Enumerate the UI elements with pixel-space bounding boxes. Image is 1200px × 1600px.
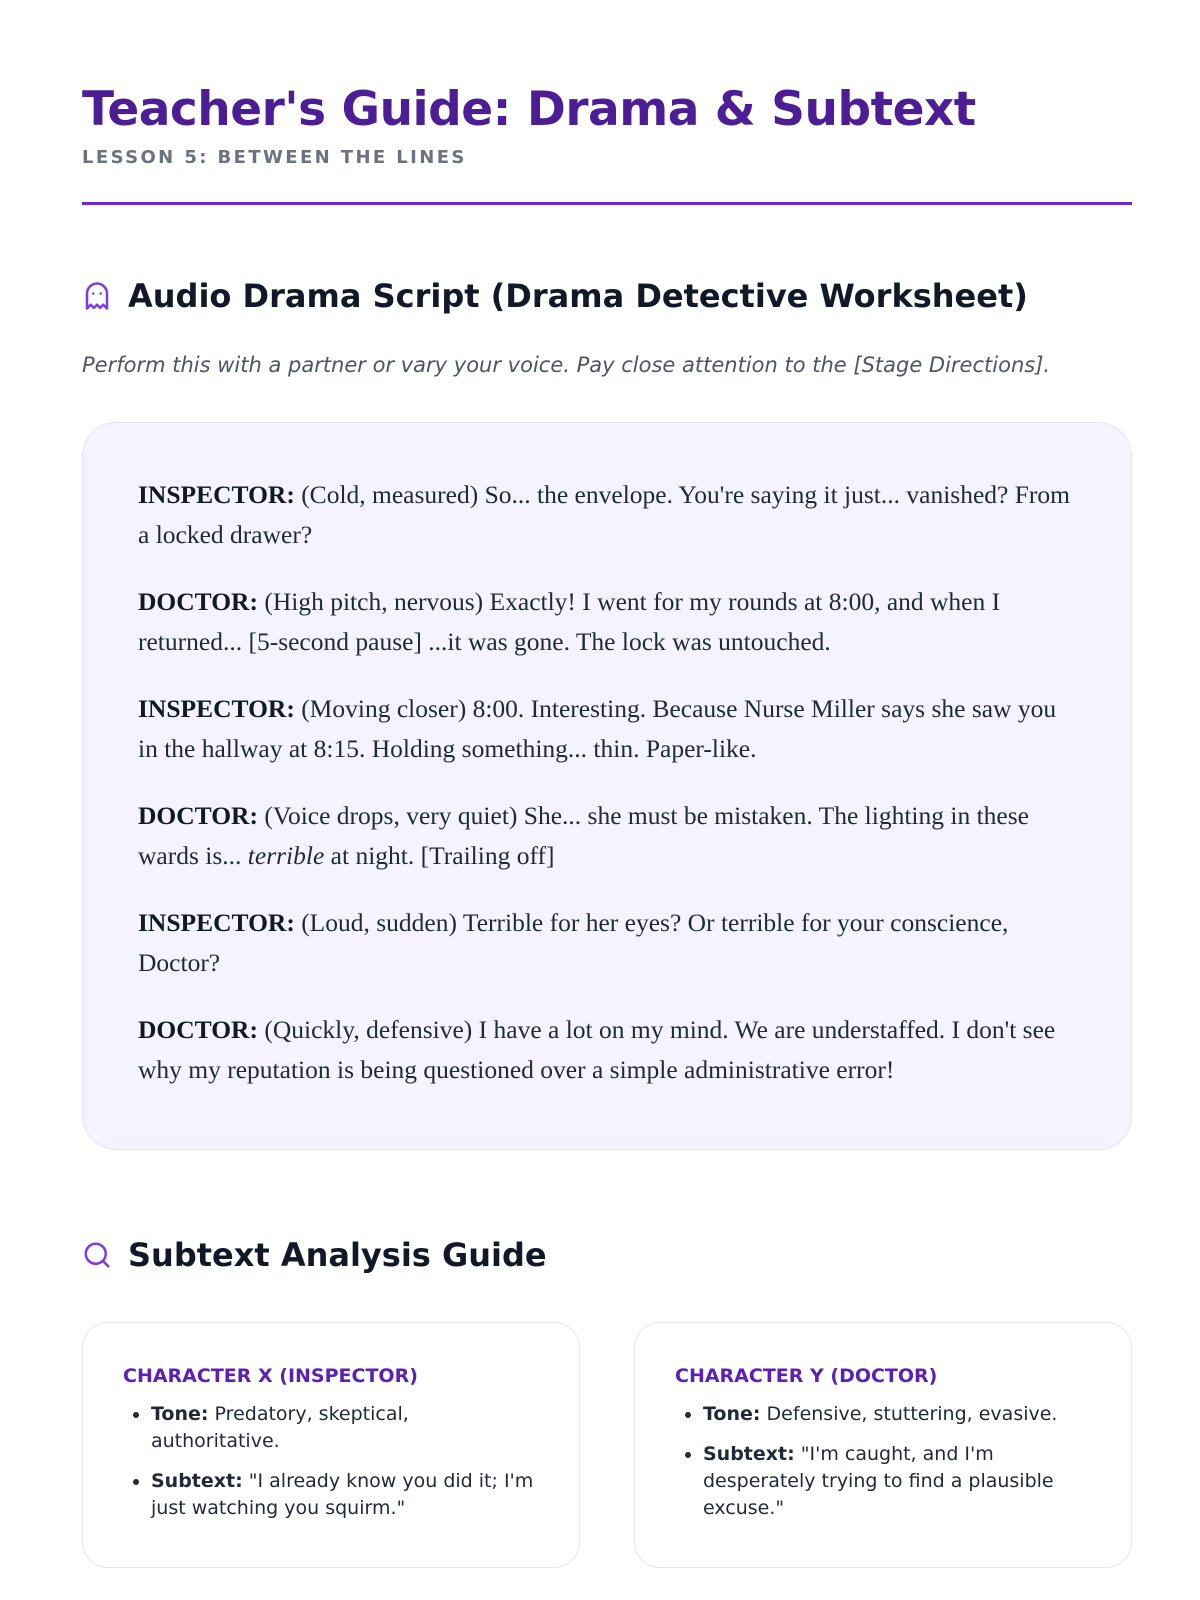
search-icon: [82, 1240, 112, 1270]
script-section-heading: [82, 274, 1028, 318]
subtext-label: Subtext:: [703, 1443, 795, 1465]
script-line: [138, 903, 1077, 983]
list-item: [703, 1401, 1093, 1428]
character-cards: [82, 1322, 1132, 1568]
script-line: [138, 689, 1077, 769]
subtext-label: Subtext:: [151, 1470, 243, 1492]
card-title: CHARACTER X (INSPECTOR): [123, 1365, 418, 1387]
speaker-label: DOCTOR:: [138, 587, 258, 616]
speaker-label: DOCTOR:: [138, 801, 258, 830]
script-line: [138, 1010, 1077, 1090]
subtext-value: "I'm caught, and I'm desperately trying to find a plausible excuse.": [703, 1443, 1054, 1519]
card-list: [123, 1401, 541, 1522]
line-text: (Loud, sudden) Terrible for her eyes? Or terrible for your conscience, Doctor?: [138, 908, 1009, 977]
tone-value: Predatory, skeptical, authoritative.: [151, 1403, 409, 1452]
line-text: (Cold, measured) So... the envelope. You're saying it just... vanished? From a locked drawer?: [138, 480, 1070, 549]
line-emphasis: terrible: [247, 841, 325, 870]
script-line: [138, 796, 1077, 876]
character-card-doctor: [634, 1322, 1132, 1568]
line-text: (Voice drops, very quiet) She... she must be mistaken. The lighting in these wards is...: [138, 801, 1029, 870]
line-text: (Quickly, defensive) I have a lot on my mind. We are understaffed. I don't see why my reputation is being questioned over a simple administrative error!: [138, 1015, 1056, 1084]
page-title: Teacher's Guide: Drama & Subtext: [82, 82, 976, 137]
line-text: (High pitch, nervous) Exactly! I went for my rounds at 8:00, and when I returned... [5-second pause] ...it was gone. The lock was untouched.: [138, 587, 1001, 656]
speaker-label: INSPECTOR:: [138, 480, 295, 509]
script-line: [138, 475, 1077, 555]
card-list: [675, 1401, 1093, 1522]
character-card-inspector: [82, 1322, 580, 1568]
analysis-section-heading: [82, 1233, 547, 1277]
subtext-value: "I already know you did it; I'm just watching you squirm.": [151, 1470, 534, 1519]
tone-label: Tone:: [703, 1403, 761, 1425]
script-instructions: Perform this with a partner or vary your voice. Pay close attention to the [Stage Directions].: [82, 353, 1051, 377]
script-line: [138, 582, 1077, 662]
lesson-subtitle: LESSON 5: BETWEEN THE LINES: [82, 147, 467, 168]
analysis-section-title: Subtext Analysis Guide: [128, 1236, 547, 1274]
line-text: at night. [Trailing off]: [324, 841, 555, 870]
page-header: [82, 80, 1132, 170]
list-item: [151, 1401, 541, 1455]
script-section-title: Audio Drama Script (Drama Detective Worksheet): [128, 277, 1028, 315]
card-title: CHARACTER Y (DOCTOR): [675, 1365, 938, 1387]
script-box: [82, 422, 1132, 1150]
speaker-label: DOCTOR:: [138, 1015, 258, 1044]
tone-value: Defensive, stuttering, evasive.: [760, 1403, 1058, 1425]
list-item: [151, 1468, 541, 1522]
line-text: (Moving closer) 8:00. Interesting. Because Nurse Miller says she saw you in the hallway at 8:15. Holding something... thin. Paper-like.: [138, 694, 1057, 763]
ghost-icon: [82, 281, 112, 311]
list-item: [703, 1441, 1093, 1522]
speaker-label: INSPECTOR:: [138, 908, 295, 937]
header-divider: [82, 202, 1132, 205]
speaker-label: INSPECTOR:: [138, 694, 295, 723]
tone-label: Tone:: [151, 1403, 209, 1425]
